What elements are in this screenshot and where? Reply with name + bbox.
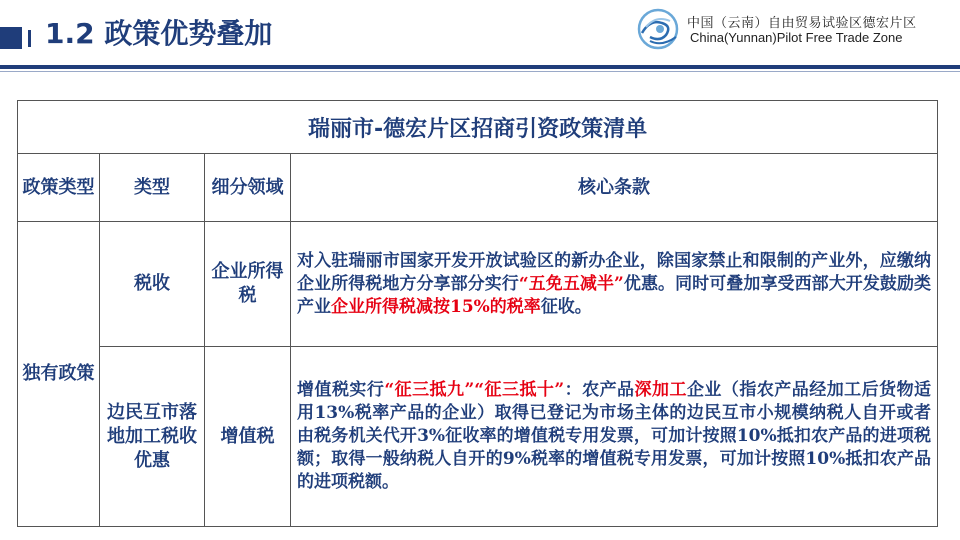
logo-chinese-name: 中国（云南）自由贸易试验区德宏片区: [687, 16, 917, 31]
row-field-cell: 企业所得税: [205, 222, 291, 347]
row-type-cell: 税收: [100, 222, 205, 347]
clause-highlight: 企业所得税减按15%的税率: [331, 296, 541, 317]
header-divider-thin: [0, 71, 960, 72]
clause-text: ：农产品: [564, 380, 635, 400]
header-field: 细分领域: [205, 154, 291, 222]
clause-text: 增值税实行: [297, 380, 385, 400]
clause-text: 对入驻瑞丽市国家开发开放试验区的新办企业，除国家禁止和限制的产业外，应缴纳企业所得税地方分享部分实行: [297, 250, 932, 294]
clause-highlight: 深加工: [634, 380, 687, 400]
logo-english-name: China(Yunnan)Pilot Free Trade Zone: [690, 30, 903, 45]
page-title: 1.2 政策优势叠加: [45, 17, 273, 50]
ftz-logo-icon: [636, 7, 684, 51]
clause-text: 优惠。同时可叠加享受西部大开发鼓励类产业: [297, 273, 932, 317]
table-row: [18, 222, 938, 347]
clause-highlight: “征三抵九”“征三抵十”: [384, 380, 565, 400]
header-type: 类型: [100, 154, 205, 222]
clause-highlight: “五免五减半”: [518, 273, 624, 294]
table-caption: 瑞丽市-德宏片区招商引资政策清单: [18, 101, 938, 154]
row-clause-cell: [291, 222, 938, 347]
header-divider: [0, 65, 960, 69]
policy-table: [17, 100, 938, 527]
title-bar-marker: [28, 30, 31, 47]
row-clause-cell: [291, 347, 938, 527]
header-clause: 核心条款: [291, 154, 938, 222]
header-policy-type: 政策类型: [18, 154, 100, 222]
row-type-cell: 边民互市落地加工税收优惠: [100, 347, 205, 527]
row-field-cell: 增值税: [205, 347, 291, 527]
table-row: [18, 347, 938, 527]
group-label-cell: 独有政策: [18, 222, 100, 527]
clause-text: 企业（指农产品经加工后货物适用13%税率产品的企业）取得已登记为市场主体的边民互市小规模纳税人自开或者由税务机关代开3%征收率的增值税专用发票，可加计按照10%抵扣农产品的进项税额；取得一般纳税人自开的9%税率的增值税专用发票，可加计按照10%抵扣农产品的进项税额。: [297, 380, 932, 492]
title-square-marker: [0, 27, 22, 49]
clause-text: 征收。: [540, 296, 592, 317]
